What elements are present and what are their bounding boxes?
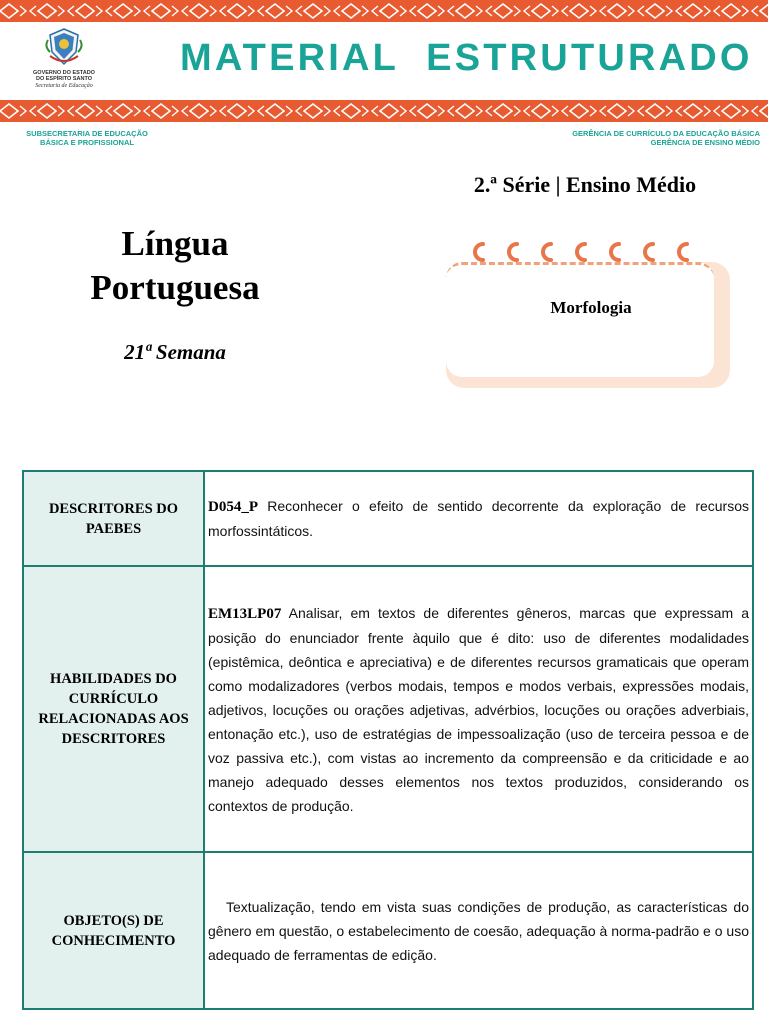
band-chevron-shape: [438, 6, 454, 16]
band-chevron-shape: [134, 106, 150, 116]
band-chevron-shape: [324, 106, 340, 116]
band-chevron-shape: [628, 6, 644, 16]
band-chevron-shape: [134, 6, 150, 16]
band-diamond-shape: [684, 4, 702, 18]
band-diamond-shape: [608, 4, 626, 18]
band-chevron-shape: [286, 106, 302, 116]
band-chevron-shape: [362, 106, 378, 116]
band-diamond-shape: [342, 104, 360, 118]
band-diamond-shape: [380, 4, 398, 18]
band-diamond-shape: [0, 104, 18, 118]
spiral-ring-icon: [543, 244, 551, 260]
spiral-ring-icon: [611, 244, 619, 260]
band-chevron-shape: [552, 106, 568, 116]
band-chevron-shape: [172, 106, 188, 116]
spiral-ring-icon: [509, 244, 517, 260]
row-label: DESCRITORES DO PAEBES: [23, 471, 204, 566]
band-chevron-shape: [210, 6, 226, 16]
gerencia-label: [520, 130, 760, 147]
band-chevron-shape: [248, 106, 264, 116]
band-chevron-shape: [628, 106, 644, 116]
decorative-band-middle: [0, 100, 768, 122]
spiral-ring-icon: [679, 244, 687, 260]
row-content: [204, 471, 753, 566]
band-diamond-shape: [304, 4, 322, 18]
band-chevron-shape: [590, 6, 606, 16]
band-pattern-top: [0, 0, 768, 22]
band-diamond-shape: [342, 4, 360, 18]
skill-text: Analisar, em textos de diferentes gêneros, marcas que expressam a posição do enunciador frente àquilo que é dito: uso de diferentes modalidades (epistêmica, deôntica e apreciativa) e de diferentes recursos gramaticais que operam como modalizadores (verbos modais, tempos e modos verbais, expressões modais, adjetivos, locuções ou orações adjetivas, advérbios, locuções ou orações adverbiais, entonação etc.), uso de estratégias de impessoalização (uso de terceira pessoa e de voz passiva etc.), com vistas ao incremento da compreensão e da criticidade e ao manejo adequado desses elementos nos textos produzidos, considerando os contextos de produção.: [208, 604, 749, 814]
banner-title: MATERIAL ESTRUTURADO: [180, 37, 753, 79]
band-diamond-shape: [304, 104, 322, 118]
band-diamond-shape: [570, 4, 588, 18]
band-diamond-shape: [608, 104, 626, 118]
band-chevron-shape: [362, 6, 378, 16]
band-pattern-middle: [0, 100, 768, 122]
band-diamond-shape: [114, 4, 132, 18]
table-row: [23, 566, 753, 852]
band-chevron-shape: [172, 6, 188, 16]
band-chevron-shape: [20, 106, 36, 116]
descriptor-table: [22, 470, 754, 1010]
band-chevron-shape: [438, 106, 454, 116]
spiral-ring-icon: [577, 244, 585, 260]
band-diamond-shape: [646, 104, 664, 118]
band-diamond-shape: [152, 104, 170, 118]
band-chevron-shape: [96, 6, 112, 16]
band-diamond-shape: [760, 4, 768, 18]
spiral-ring-icon: [475, 244, 483, 260]
band-diamond-shape: [266, 4, 284, 18]
skill-code: EM13LP07: [208, 605, 282, 622]
grade-level: 2.ª Série | Ensino Médio: [473, 172, 697, 197]
band-chevron-shape: [742, 6, 758, 16]
week-label: 21ª Semana: [124, 340, 226, 364]
band-diamond-shape: [494, 4, 512, 18]
band-diamond-shape: [570, 104, 588, 118]
descriptor-code: D054_P: [208, 499, 258, 515]
band-chevron-shape: [476, 6, 492, 16]
band-chevron-shape: [666, 6, 682, 16]
band-diamond-shape: [190, 104, 208, 118]
band-diamond-shape: [722, 4, 740, 18]
descriptor-text: Reconhecer o efeito de sentido decorrente da exploração de recursos morfossintáticos.: [208, 498, 750, 539]
band-chevron-shape: [400, 106, 416, 116]
band-chevron-shape: [400, 6, 416, 16]
band-diamond-shape: [532, 104, 550, 118]
band-chevron-shape: [704, 6, 720, 16]
subject-title-line2: Portuguesa: [90, 268, 260, 307]
band-chevron-shape: [514, 106, 530, 116]
band-chevron-shape: [590, 106, 606, 116]
band-chevron-shape: [514, 6, 530, 16]
band-diamond-shape: [418, 4, 436, 18]
band-chevron-shape: [742, 106, 758, 116]
band-chevron-shape: [20, 6, 36, 16]
subsecretaria-label: SUBSECRETARIA DE EDUCAÇÃO BÁSICA E PROFISSIONAL: [26, 129, 148, 147]
row-label: HABILIDADES DO CURRÍCULO RELACIONADAS AOS DESCRITORES: [23, 566, 204, 852]
band-chevron-shape: [286, 6, 302, 16]
table-row: [23, 852, 753, 1009]
band-diamond-shape: [76, 4, 94, 18]
band-diamond-shape: [266, 104, 284, 118]
band-diamond-shape: [114, 104, 132, 118]
row-content: [204, 566, 753, 852]
band-chevron-shape: [324, 6, 340, 16]
band-diamond-shape: [456, 104, 474, 118]
subject-title: [40, 222, 310, 310]
band-diamond-shape: [0, 4, 18, 18]
notebook-graphic: [446, 262, 730, 388]
band-diamond-shape: [456, 4, 474, 18]
notebook-spiral-icon: [462, 236, 702, 276]
band-diamond-shape: [76, 104, 94, 118]
gerencia-curriculo: GERÊNCIA DE CURRÍCULO DA EDUCAÇÃO BÁSICA: [572, 129, 760, 138]
band-diamond-shape: [494, 104, 512, 118]
band-diamond-shape: [380, 104, 398, 118]
band-diamond-shape: [418, 104, 436, 118]
decorative-band-top: [0, 0, 768, 22]
band-chevron-shape: [704, 106, 720, 116]
row-label: OBJETO(S) DE CONHECIMENTO: [23, 852, 204, 1009]
band-diamond-shape: [38, 4, 56, 18]
band-diamond-shape: [760, 104, 768, 118]
band-diamond-shape: [152, 4, 170, 18]
coat-of-arms-icon: [44, 26, 84, 66]
row-content: [204, 852, 753, 1009]
band-chevron-shape: [58, 106, 74, 116]
band-chevron-shape: [552, 6, 568, 16]
band-chevron-shape: [96, 106, 112, 116]
notebook-page: [446, 262, 714, 377]
band-diamond-shape: [722, 104, 740, 118]
band-diamond-shape: [532, 4, 550, 18]
logo-government-text: GOVERNO DO ESTADO DO ESPÍRITO SANTO: [33, 70, 95, 82]
band-diamond-shape: [228, 4, 246, 18]
logo-secretariat-text: Secretaria de Educação: [35, 83, 93, 89]
topic-label: Morfologia: [550, 298, 632, 317]
band-diamond-shape: [684, 104, 702, 118]
table-row: [23, 471, 753, 566]
spiral-ring-icon: [645, 244, 653, 260]
band-diamond-shape: [190, 4, 208, 18]
gerencia-ensino-medio: GERÊNCIA DE ENSINO MÉDIO: [650, 137, 760, 147]
band-chevron-shape: [210, 106, 226, 116]
band-chevron-shape: [248, 6, 264, 16]
band-chevron-shape: [666, 106, 682, 116]
government-logo: [30, 26, 98, 96]
band-diamond-shape: [38, 104, 56, 118]
band-diamond-shape: [646, 4, 664, 18]
knowledge-object-text: Textualização, tendo em vista suas condições de produção, as características do gênero em questão, o estabelecimento de coesão, adequação à norma-padrão e o uso adequado de ferramentas de edição.: [208, 898, 749, 963]
band-diamond-shape: [228, 104, 246, 118]
band-chevron-shape: [58, 6, 74, 16]
band-chevron-shape: [476, 106, 492, 116]
subject-title-line1: Língua: [121, 224, 229, 263]
